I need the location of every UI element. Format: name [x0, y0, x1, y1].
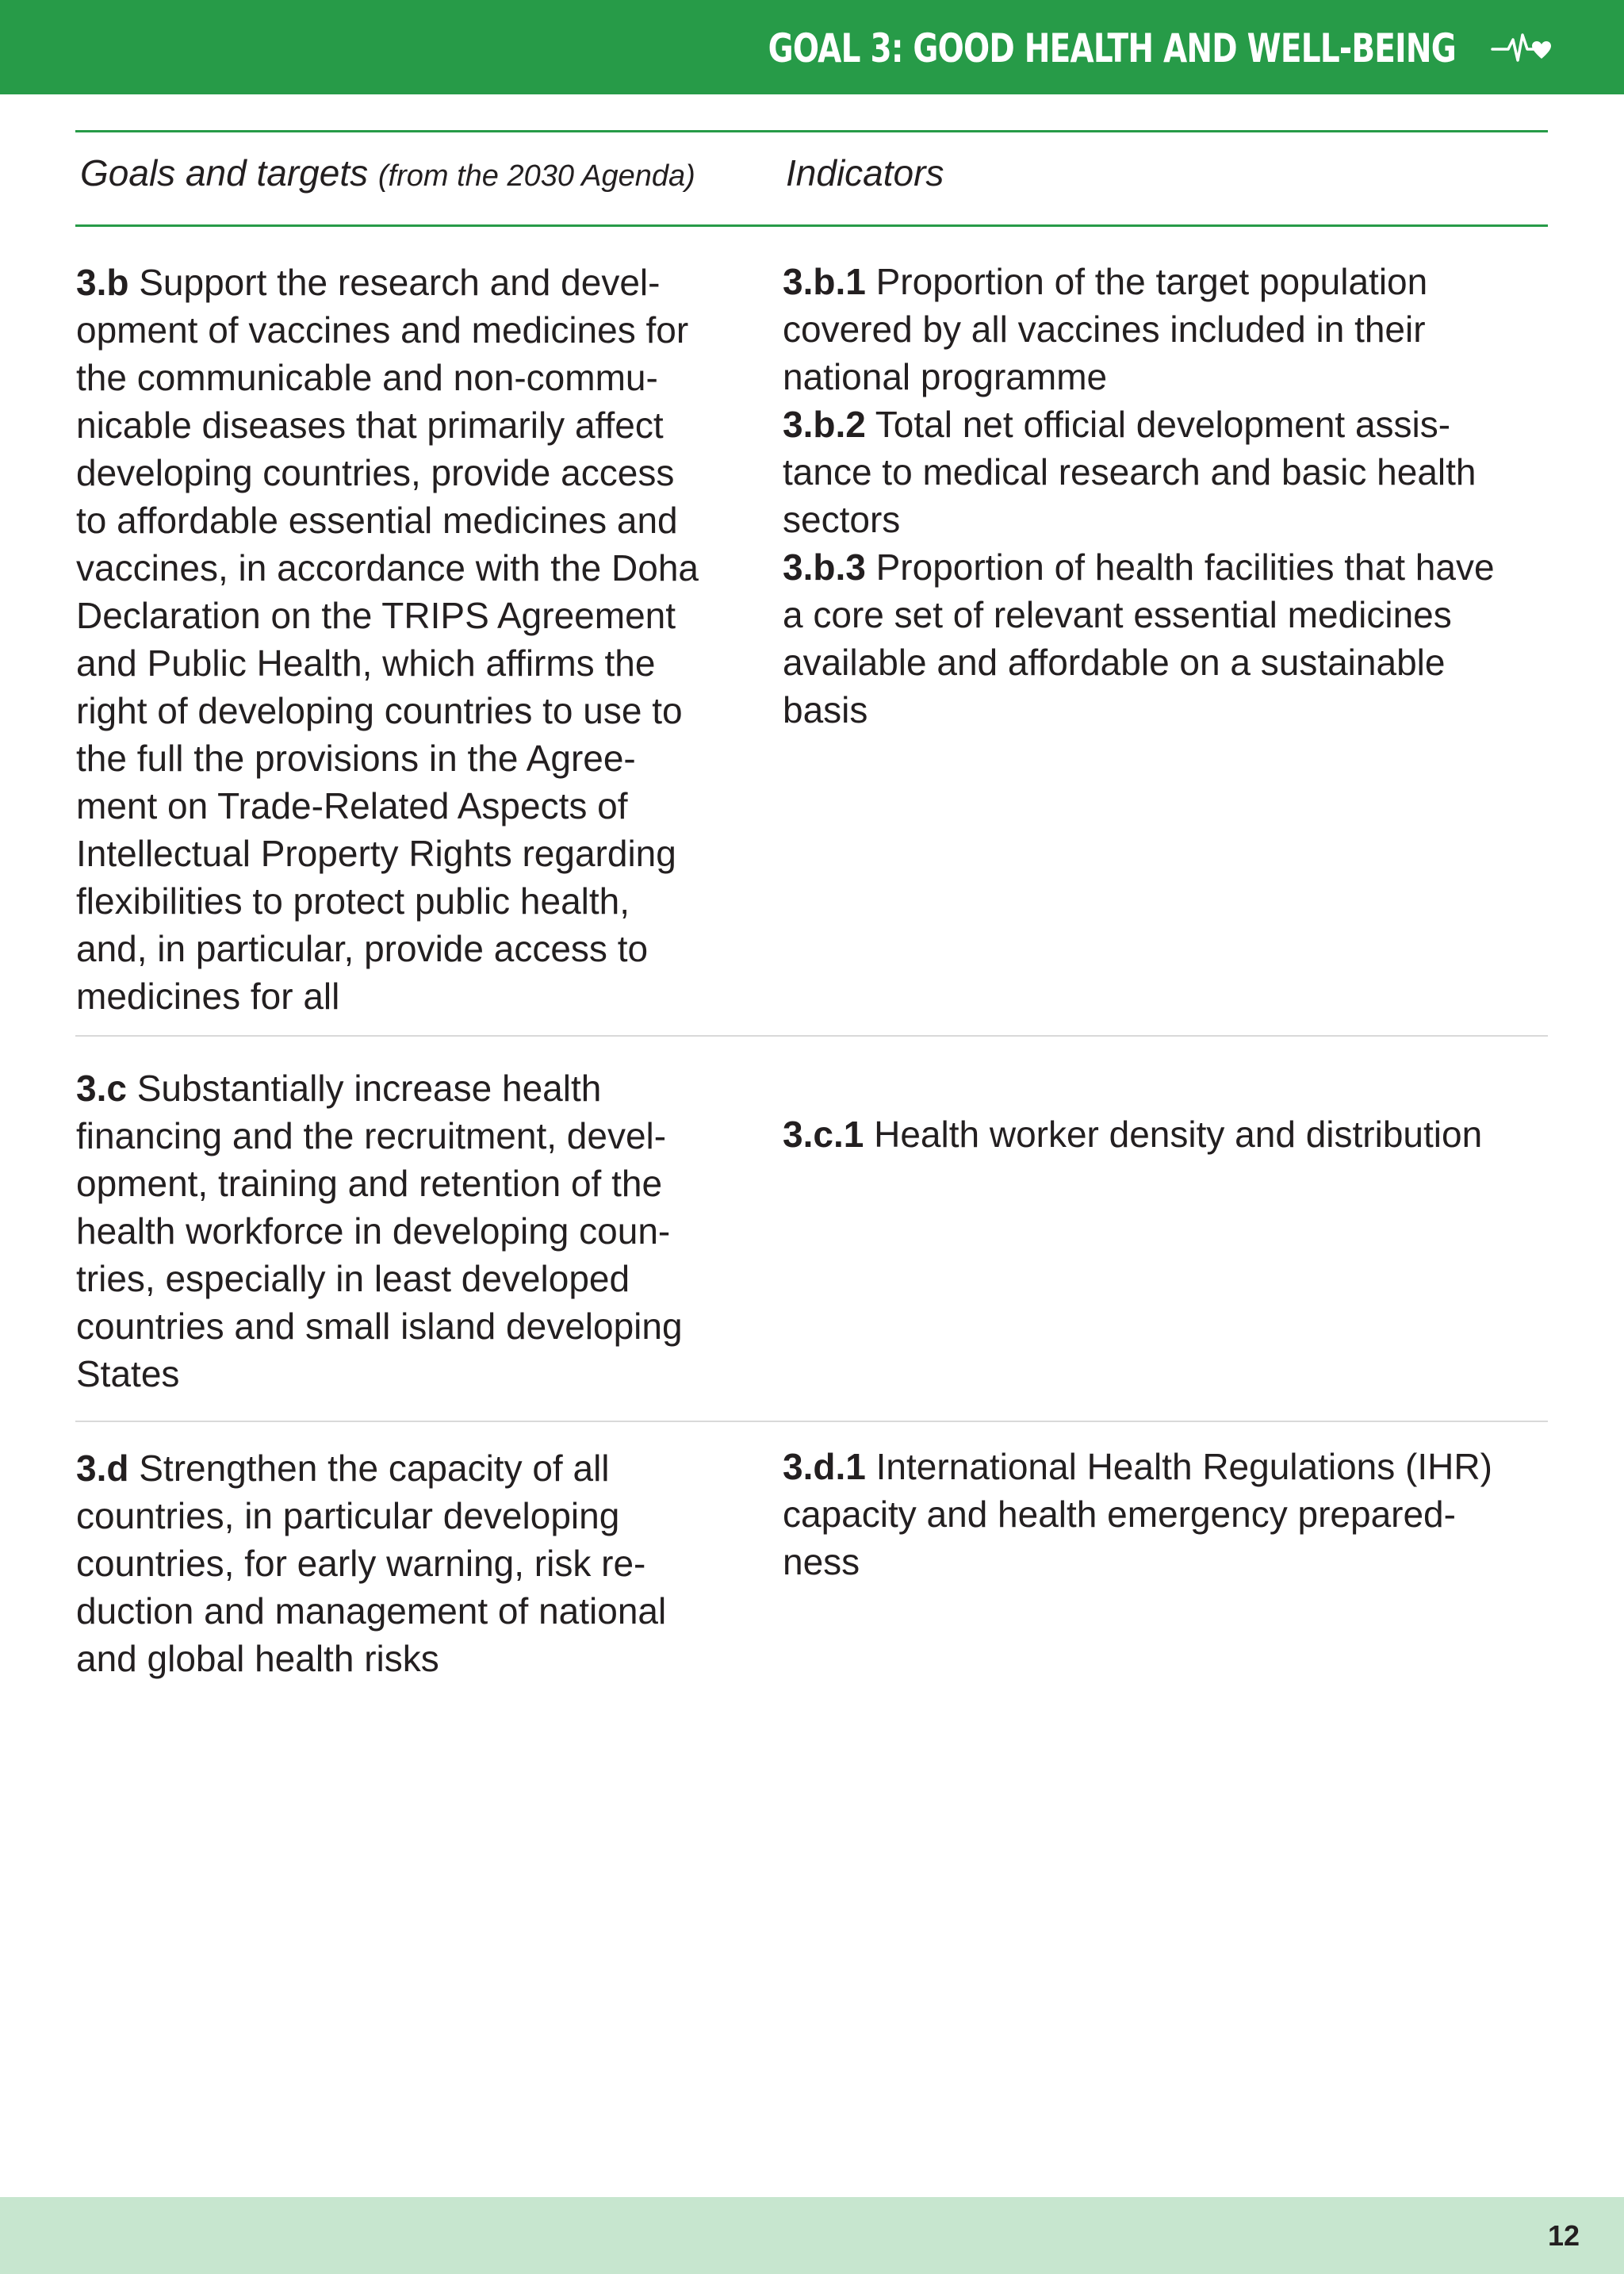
target-code: 3.b	[76, 262, 129, 303]
heartbeat-icon	[1491, 27, 1554, 68]
goals-header-label: Goals and targets	[80, 152, 369, 194]
indicator-code: 3.b.1	[783, 261, 866, 302]
table-top-rule	[75, 130, 1548, 132]
table-header-rule	[75, 224, 1548, 227]
footer-bar	[0, 2197, 1624, 2274]
goals-header-note: (from the 2030 Agenda)	[377, 159, 695, 193]
indicators-header-label: Indicators	[786, 152, 944, 194]
target-3c: 3.c Substantially increase health financing and the recruitment, devel- opment, training and retention of the health workforce in developing coun- tries, especially in least developed countries and small island developing States	[76, 1068, 683, 1394]
page-number: 12	[1547, 2219, 1580, 2252]
goal-title: GOAL 3: GOOD HEALTH AND WELL-BEING	[768, 25, 1456, 71]
indicators-3d: 3.d.1 International Health Regulations (IHR) capacity and health emergency prepared- ness	[783, 1446, 1492, 1582]
row-divider	[75, 1421, 1548, 1422]
indicators-column-header	[786, 149, 944, 197]
indicator-code: 3.b.2	[783, 404, 866, 445]
indicator-code: 3.b.3	[783, 546, 866, 588]
indicator-code: 3.d.1	[783, 1446, 866, 1487]
target-code: 3.d	[76, 1448, 129, 1489]
target-3d: 3.d Strengthen the capacity of all countries, in particular developing countries, for early warning, risk re- duction and management of national and global health risks	[76, 1448, 667, 1679]
goals-column-header	[80, 149, 695, 197]
indicator-code: 3.c.1	[783, 1114, 864, 1155]
indicators-3c: 3.c.1 Health worker density and distribution	[783, 1114, 1483, 1155]
indicators-3b: 3.b.1 Proportion of the target population covered by all vaccines included in their national programme 3.b.2 Total net official development assis- tance to medical research and basic health sectors 3.b.3 Proportion of health facilities that have a core set of relevant essential medicines available and affordable on a sustainable basis	[783, 261, 1495, 731]
row-divider	[75, 1035, 1548, 1037]
target-code: 3.c	[76, 1068, 127, 1109]
target-3b: 3.b Support the research and devel- opment of vaccines and medicines for the communicable and non-commu- nicable diseases that primarily affect developing countries, provide access to affordable essential medicines and vaccines, in accordance with the Doha Declaration on the TRIPS Agreement and Public Health, which affirms the right of developing countries to use to the full the provisions in the Agree- ment on Trade-Related Aspects of Intellectual Property Rights regarding flexibilities to protect public health, and, in particular, provide access to medicines for all	[76, 262, 699, 1017]
